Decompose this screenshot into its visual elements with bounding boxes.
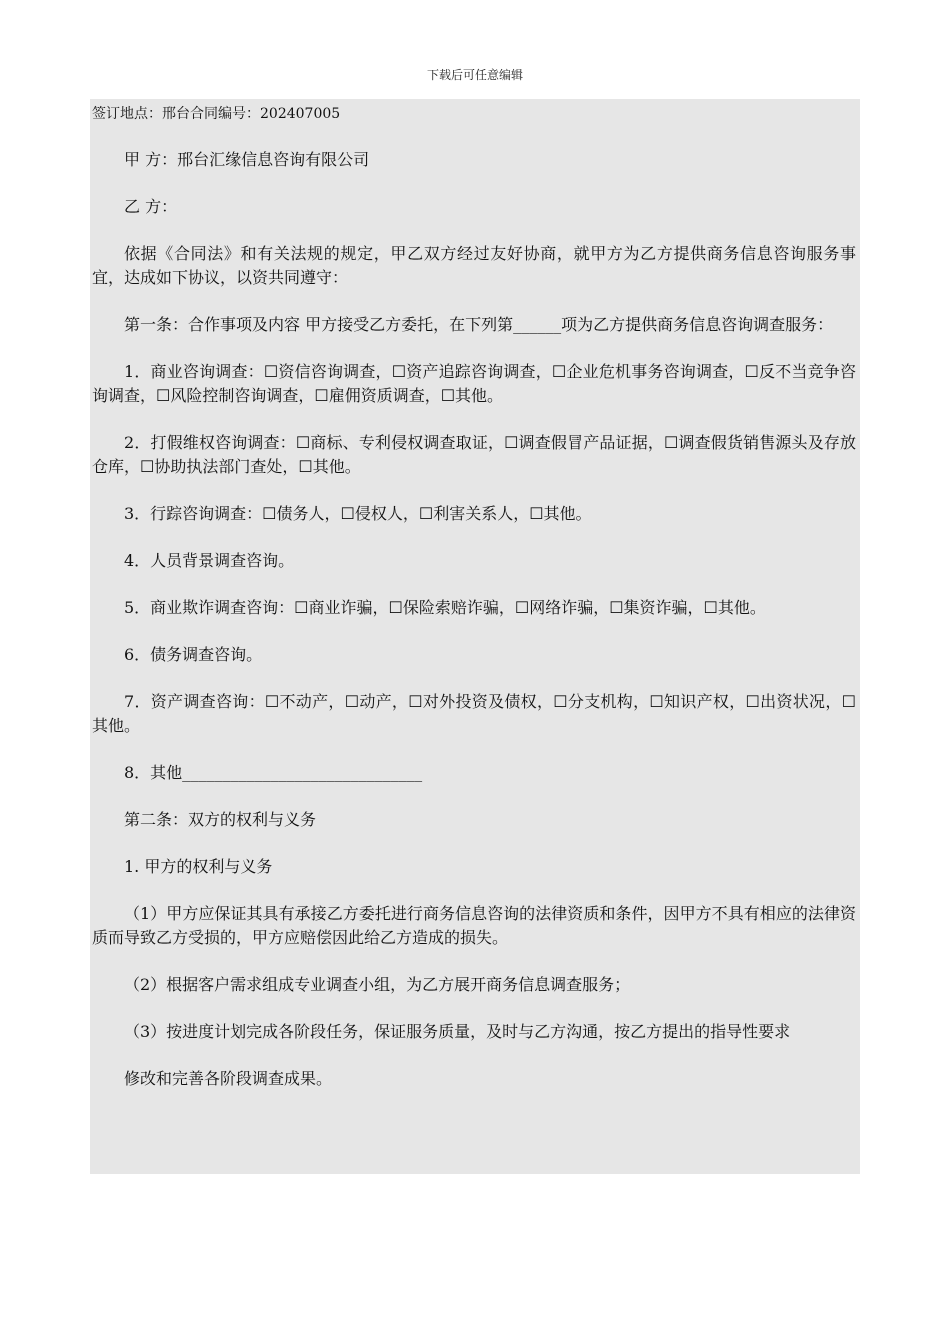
article-1-heading: 第一条：合作事项及内容 甲方接受乙方委托，在下列第______项为乙方提供商务信息咨询调查服务： <box>124 315 834 334</box>
item-2-anti-counterfeit: 2．打假维权咨询调查：☐商标、专利侵权调查取证，☐调查假冒产品证据，☐调查假货销售源头及存放仓库，☐协助执法部门查处，☐其他。 <box>92 433 856 476</box>
item-3-whereabouts: 3．行踪咨询调查：☐债务人，☐侵权人，☐利害关系人，☐其他。 <box>124 504 592 523</box>
item-4-background-check: 4．人员背景调查咨询。 <box>124 551 295 570</box>
item-7-asset-investigation: 7．资产调查咨询：☐不动产，☐动产，☐对外投资及债权，☐分支机构，☐知识产权，☐出资状况，☐其他。 <box>92 692 856 735</box>
contract-body <box>90 99 860 1174</box>
clause-1: （1）甲方应保证其具有承接乙方委托进行商务信息咨询的法律资质和条件，因甲方不具有相应的法律资质而导致乙方受损的，甲方应赔偿因此给乙方造成的损失。 <box>92 904 856 947</box>
party-a: 甲 方：邢台汇缘信息咨询有限公司 <box>124 150 370 169</box>
clause-3-continued: 修改和完善各阶段调查成果。 <box>124 1069 333 1088</box>
preamble: 依据《合同法》和有关法规的规定，甲乙双方经过友好协商，就甲方为乙方提供商务信息咨询服务事宜，达成如下协议，以资共同遵守： <box>92 244 856 287</box>
party-b: 乙 方： <box>124 197 178 216</box>
page-header-note: 下载后可任意编辑 <box>426 68 523 82</box>
signing-place-and-contract-number: 签订地点：邢台合同编号：202407005 <box>92 106 341 122</box>
article-2-heading: 第二条：双方的权利与义务 <box>124 810 317 829</box>
item-6-debt-investigation: 6．债务调查咨询。 <box>124 645 263 664</box>
party-a-rights-heading: 1. 甲方的权利与义务 <box>124 857 273 876</box>
item-1-business-consulting: 1．商业咨询调查：☐资信咨询调查，☐资产追踪咨询调查，☐企业危机事务咨询调查，☐反不当竞争咨询调查，☐风险控制咨询调查，☐雇佣资质调查，☐其他。 <box>92 362 856 405</box>
clause-2: （2）根据客户需求组成专业调查小组，为乙方展开商务信息调查服务； <box>124 975 631 994</box>
item-8-other: 8．其他______________________________ <box>124 763 423 782</box>
item-5-fraud-investigation: 5．商业欺诈调查咨询：☐商业诈骗，☐保险索赔诈骗，☐网络诈骗，☐集资诈骗，☐其他。 <box>124 598 766 617</box>
clause-3: （3）按进度计划完成各阶段任务，保证服务质量，及时与乙方沟通，按乙方提出的指导性要求 <box>124 1022 791 1041</box>
